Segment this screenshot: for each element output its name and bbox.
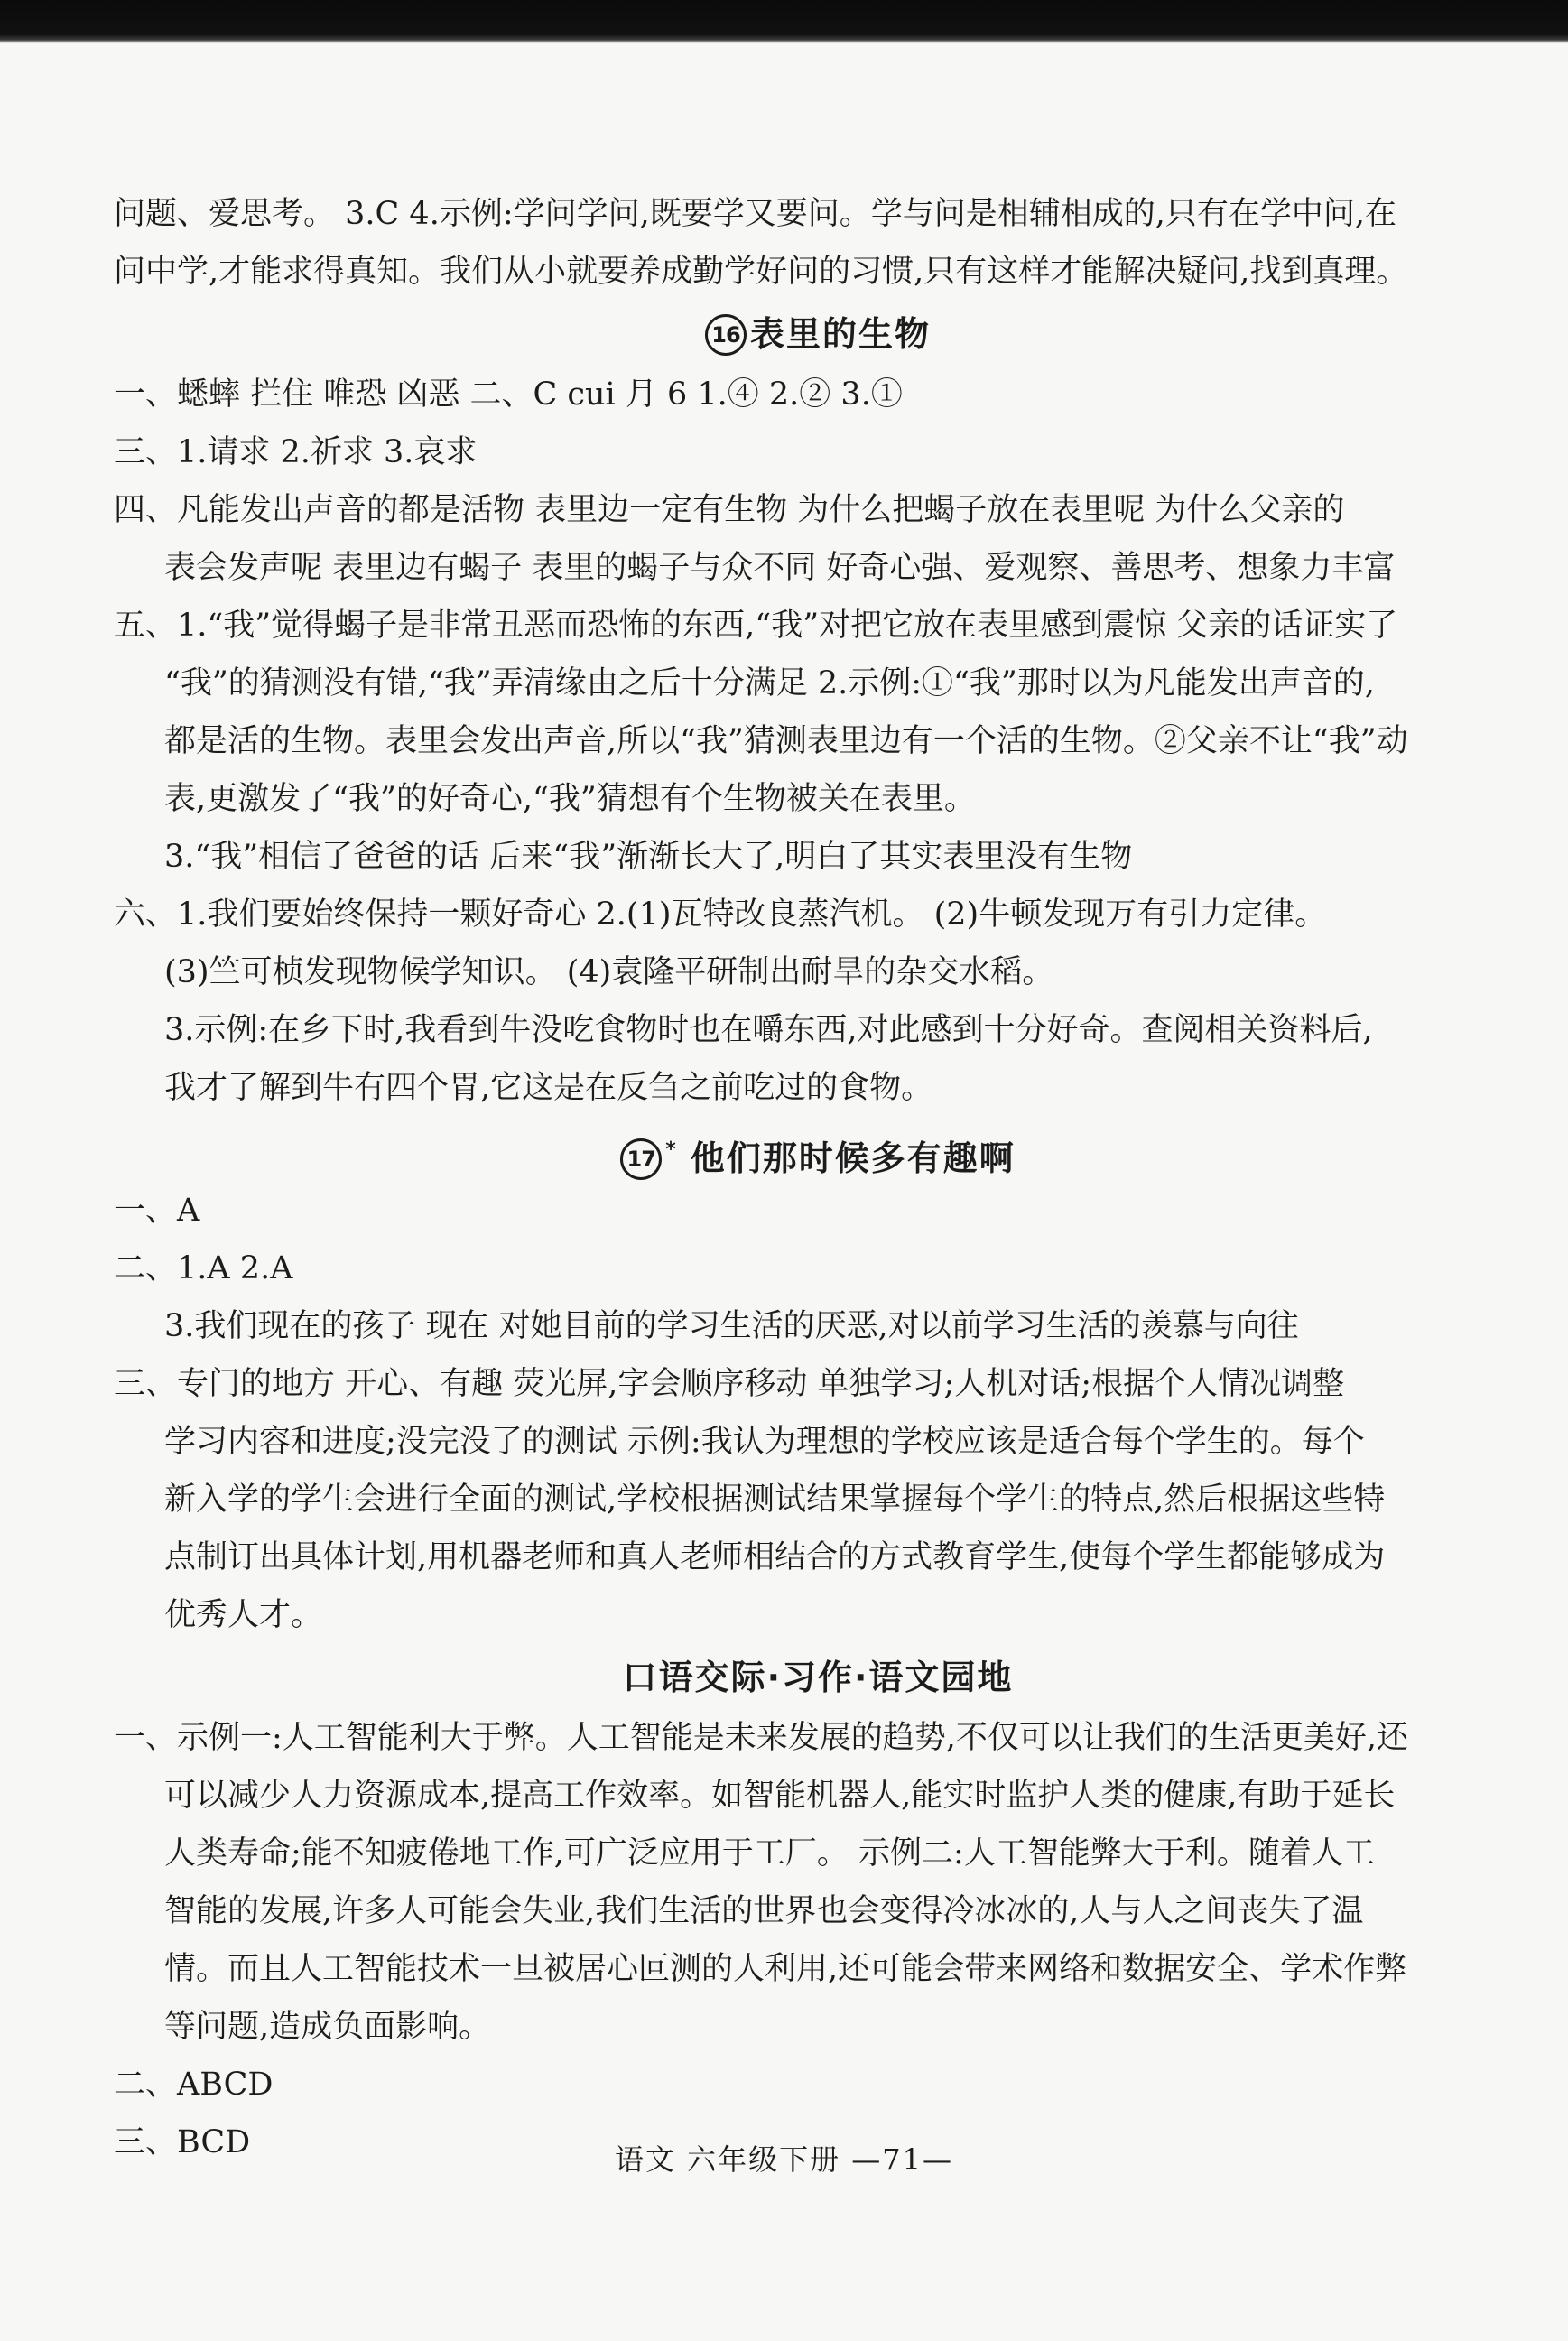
scan-top-edge — [0, 0, 1568, 43]
answer-line: 一、蟋蟀 拦住 唯恐 凶恶 二、C cui 月 6 1.④ 2.② 3.① — [114, 376, 903, 413]
answer-line: 等问题,造成负面影响。 — [164, 2009, 491, 2045]
answer-line: (3)竺可桢发现物候学知识。 (4)袁隆平研制出耐旱的杂交水稻。 — [164, 954, 1054, 990]
section-title-text: 口语交际·习作·语文园地 — [622, 1658, 1014, 1697]
answer-line: 一、A — [114, 1193, 200, 1229]
answer-line: 都是活的生物。表里会发出声音,所以“我”猜测表里边有一个活的生物。②父亲不让“我”动 — [164, 723, 1408, 759]
section-title-text: 表里的生物 — [749, 314, 931, 354]
answer-key-body — [114, 185, 1522, 2171]
section-title — [114, 301, 1522, 366]
answer-line: 人类寿命;能不知疲倦地工作,可广泛应用于工厂。 示例二:人工智能弊大于利。随着人工 — [164, 1835, 1375, 1872]
answer-line: 四、凡能发出声音的都是活物 表里边一定有生物 为什么把蝎子放在表里呢 为什么父亲的 — [114, 492, 1345, 528]
answer-line: 学习内容和进度;没完没了的测试 示例:我认为理想的学校应该是适合每个学生的。每个 — [164, 1424, 1365, 1460]
optional-lesson-star: * — [665, 1138, 678, 1161]
answer-line: 可以减少人力资源成本,提高工作效率。如智能机器人,能实时监护人类的健康,有助于延长 — [164, 1778, 1396, 1814]
lesson-number-badge: 17 — [620, 1138, 662, 1180]
answer-line: “我”的猜测没有错,“我”弄清缘由之后十分满足 2.示例:①“我”那时以为凡能发出声音的, — [164, 665, 1375, 701]
answer-line: 我才了解到牛有四个胃,它这是在反刍之前吃过的食物。 — [164, 1070, 933, 1106]
answer-line: 3.我们现在的孩子 现在 对她目前的学习生活的厌恶,对以前学习生活的羡慕与向往 — [164, 1308, 1299, 1344]
answer-line: 点制订出具体计划,用机器老师和真人老师相结合的方式教育学生,使每个学生都能够成为 — [164, 1539, 1386, 1575]
answer-line: 3.“我”相信了爸爸的话 后来“我”渐渐长大了,明白了其实表里没有生物 — [164, 839, 1133, 875]
answer-line: 问中学,才能求得真知。我们从小就要养成勤学好问的习惯,只有这样才能解决疑问,找到真理。 — [114, 254, 1408, 290]
section-title — [114, 1644, 1522, 1709]
answer-line: 优秀人才。 — [164, 1597, 323, 1633]
answer-line: 一、示例一:人工智能利大于弊。人工智能是未来发展的趋势,不仅可以让我们的生活更美好,还 — [114, 1720, 1409, 1756]
answer-line: 二、ABCD — [114, 2067, 274, 2103]
answer-line: 三、BCD — [114, 2124, 251, 2160]
page-footer: 语文 六年级下册 —71— — [614, 2142, 954, 2177]
section-title — [114, 1117, 1522, 1182]
answer-line: 智能的发展,许多人可能会失业,我们生活的世界也会变得冷冰冰的,人与人之间丧失了温 — [164, 1893, 1364, 1929]
lesson-number-badge: 16 — [705, 314, 747, 356]
answer-line: 三、1.请求 2.祈求 3.哀求 — [114, 434, 478, 470]
answer-line: 问题、爱思考。 3.C 4.示例:学问学问,既要学又要问。学与问是相辅相成的,只有在学中问,在 — [114, 196, 1396, 232]
answer-line: 情。而且人工智能技术一旦被居心叵测的人利用,还可能会带来网络和数据安全、学术作弊 — [164, 1951, 1407, 1987]
answer-line: 五、1.“我”觉得蝎子是非常丑恶而恐怖的东西,“我”对把它放在表里感到震惊 父亲的话证实了 — [114, 608, 1398, 644]
section-title-text: 他们那时候多有趣啊 — [690, 1138, 1016, 1178]
answer-line: 表会发声呢 表里边有蝎子 表里的蝎子与众不同 好奇心强、爱观察、善思考、想象力丰富 — [164, 550, 1396, 586]
answer-line: 3.示例:在乡下时,我看到牛没吃食物时也在嚼东西,对此感到十分好奇。查阅相关资料后, — [164, 1012, 1373, 1048]
answer-line: 六、1.我们要始终保持一颗好奇心 2.(1)瓦特改良蒸汽机。 (2)牛顿发现万有引力定律。 — [114, 896, 1327, 933]
answer-line: 三、专门的地方 开心、有趣 荧光屏,字会顺序移动 单独学习;人机对话;根据个人情况调整 — [114, 1366, 1345, 1402]
answer-line: 二、1.A 2.A — [114, 1250, 293, 1287]
answer-line: 新入学的学生会进行全面的测试,学校根据测试结果掌握每个学生的特点,然后根据这些特 — [164, 1482, 1386, 1518]
answer-line: 表,更激发了“我”的好奇心,“我”猜想有个生物被关在表里。 — [164, 781, 976, 817]
